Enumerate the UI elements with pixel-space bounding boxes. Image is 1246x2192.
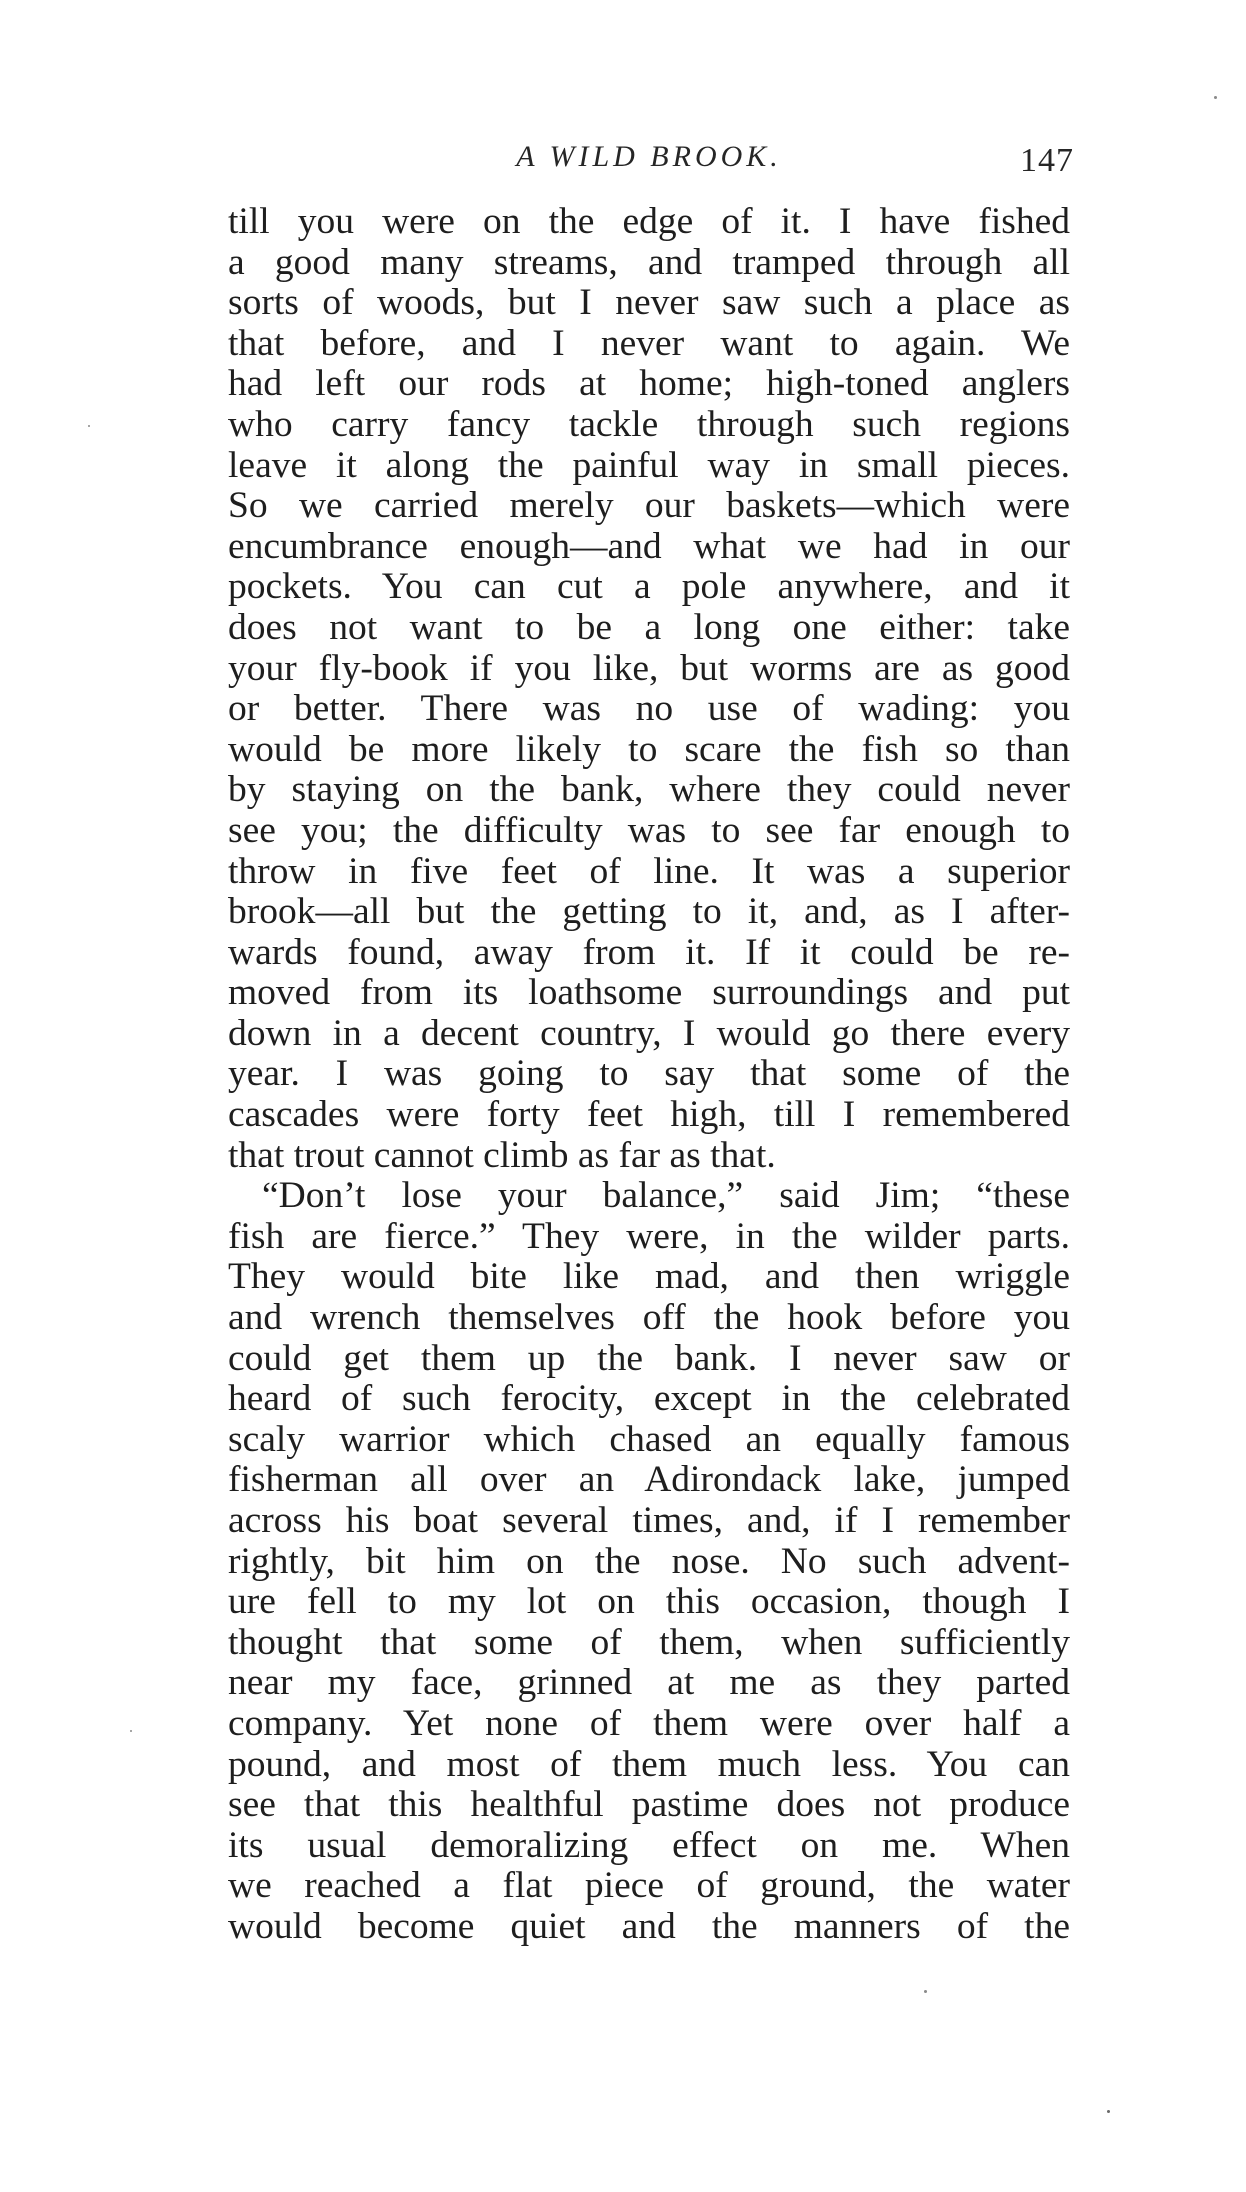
paper-speck (1107, 2110, 1110, 2113)
paper-speck (130, 1730, 132, 1732)
text-line: by staying on the bank, where they could never (228, 770, 1070, 811)
text-line: would be more likely to scare the fish so than (228, 729, 1070, 770)
paper-speck (88, 425, 90, 427)
text-line: “Don’t lose your balance,” said Jim; “these (262, 1176, 1070, 1217)
text-line: year. I was going to say that some of the (228, 1054, 1070, 1095)
text-line: does not want to be a long one either: take (228, 607, 1070, 648)
text-line: company. Yet none of them were over half a (228, 1703, 1070, 1744)
text-line: a good many streams, and tramped through all (228, 242, 1070, 283)
text-line: that trout cannot climb as far as that. (228, 1135, 776, 1176)
text-line: throw in five feet of line. It was a superior (228, 851, 1070, 892)
text-line: who carry fancy tackle through such regions (228, 404, 1070, 445)
text-line: So we carried merely our baskets—which were (228, 486, 1070, 527)
text-line: rightly, bit him on the nose. No such advent- (228, 1541, 1070, 1582)
paper-speck (1214, 96, 1217, 99)
text-line: brook—all but the getting to it, and, as I after- (228, 892, 1070, 933)
text-line: ure fell to my lot on this occasion, though I (228, 1582, 1070, 1623)
text-line: see you; the difficulty was to see far enough to (228, 810, 1070, 851)
text-line: across his boat several times, and, if I remember (228, 1501, 1070, 1541)
running-head (228, 136, 1074, 186)
running-title: A WILD BROOK. (516, 140, 782, 173)
text-line: cascades were forty feet high, till I remembered (228, 1095, 1070, 1136)
text-line: scaly warrior which chased an equally famous (228, 1419, 1070, 1460)
body-text (228, 202, 1070, 1948)
text-line: leave it along the painful way in small pieces. (228, 445, 1070, 486)
text-line: fisherman all over an Adirondack lake, jumped (228, 1460, 1070, 1501)
text-line: heard of such ferocity, except in the celebrated (228, 1379, 1070, 1420)
paper-speck (924, 1990, 927, 1993)
text-line: encumbrance enough—and what we had in our (228, 526, 1070, 567)
text-line: we reached a flat piece of ground, the water (228, 1866, 1070, 1907)
text-line: your fly-book if you like, but worms are as good (228, 648, 1070, 689)
text-line: down in a decent country, I would go there every (228, 1013, 1070, 1054)
text-line: pockets. You can cut a pole anywhere, and it (228, 567, 1070, 608)
text-line: sorts of woods, but I never saw such a place as (228, 283, 1070, 324)
text-line: and wrench themselves off the hook before you (228, 1298, 1070, 1339)
text-line: fish are fierce.” They were, in the wilder parts. (228, 1216, 1070, 1257)
text-line: They would bite like mad, and then wriggle (228, 1257, 1070, 1298)
text-line: till you were on the edge of it. I have fished (228, 202, 1070, 242)
page-number: 147 (1020, 142, 1074, 179)
text-line: could get them up the bank. I never saw or (228, 1338, 1070, 1379)
text-line: had left our rods at home; high-toned anglers (228, 364, 1070, 405)
text-line: that before, and I never want to again. We (228, 323, 1070, 364)
text-line: wards found, away from it. If it could be re- (228, 932, 1070, 973)
text-line: its usual demoralizing effect on me. When (228, 1825, 1070, 1866)
text-line: near my face, grinned at me as they parted (228, 1663, 1070, 1704)
text-line: or better. There was no use of wading: you (228, 689, 1070, 730)
text-line: see that this healthful pastime does not produce (228, 1785, 1070, 1826)
text-line: moved from its loathsome surroundings and put (228, 973, 1070, 1014)
text-line: pound, and most of them much less. You can (228, 1744, 1070, 1785)
text-line: would become quiet and the manners of the (228, 1906, 1070, 1947)
text-line: thought that some of them, when sufficiently (228, 1622, 1070, 1663)
